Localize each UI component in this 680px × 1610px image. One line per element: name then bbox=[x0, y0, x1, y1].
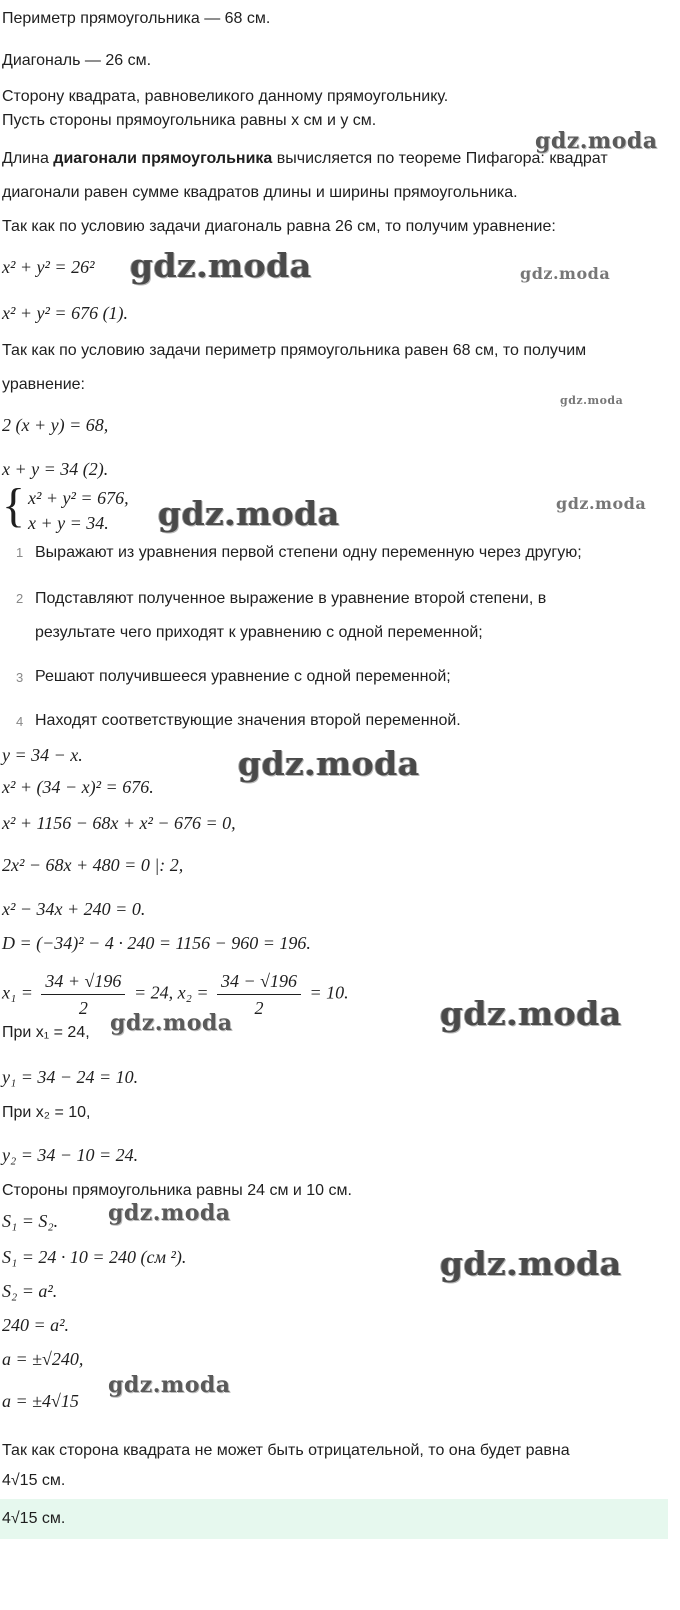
step-text: Выражают из уравнения первой степени одну переменную через другую; bbox=[35, 544, 582, 561]
pythagoras-line-1: Длина диагонали прямоугольника вычисляется по теореме Пифагора: квадрат bbox=[2, 150, 608, 167]
step-text: Подставляют полученное выражение в уравнение второй степени, в bbox=[35, 590, 547, 607]
watermark: gdz.moda bbox=[560, 394, 624, 407]
sides-result: Стороны прямоугольника равны 24 см и 10 см. bbox=[2, 1182, 352, 1199]
watermark: gdz.moda bbox=[110, 1010, 233, 1036]
step-number: 1 bbox=[16, 545, 24, 560]
side-root: a = ±√240, bbox=[2, 1349, 84, 1369]
step-text: Решают получившееся уравнение с одной переменной; bbox=[35, 668, 451, 685]
area-square: S₂ = a². bbox=[2, 1281, 58, 1301]
y1-value: y₁ = 34 − 24 = 10. bbox=[2, 1067, 139, 1087]
step-text: Находят соответствующие значения второй переменной. bbox=[35, 712, 461, 729]
watermark: gdz.moda bbox=[440, 994, 622, 1033]
system-brace-icon: { bbox=[2, 479, 26, 532]
step-number: 4 bbox=[16, 714, 24, 729]
conclusion-line-2: 4√15 см. bbox=[2, 1472, 66, 1489]
step-number: 3 bbox=[16, 670, 24, 685]
answer-text: 4√15 см. bbox=[2, 1510, 66, 1527]
answer-box bbox=[0, 1499, 668, 1539]
equation-perimeter: 2 (x + y) = 68, bbox=[2, 415, 109, 435]
diagonal-condition: Так как по условию задачи диагональ равна 26 см, то получим уравнение: bbox=[2, 218, 556, 235]
area-equality: S₁ = S₂. bbox=[2, 1211, 59, 1231]
watermark: gdz.moda bbox=[535, 128, 658, 154]
watermark: gdz.moda bbox=[130, 246, 312, 285]
step-number: 2 bbox=[16, 591, 24, 606]
system-row-2: x + y = 34. bbox=[28, 513, 109, 533]
watermark: gdz.moda bbox=[108, 1372, 231, 1398]
discriminant: D = (−34)² − 4 · 240 = 1156 − 960 = 196. bbox=[2, 933, 311, 953]
watermark: gdz.moda bbox=[238, 744, 420, 783]
watermark: gdz.moda bbox=[108, 1200, 231, 1226]
equation-2: x + y = 34 (2). bbox=[2, 459, 109, 479]
equation-simplified: 2x² − 68x + 480 = 0 |: 2, bbox=[2, 855, 184, 875]
y2-value: y₂ = 34 − 10 = 24. bbox=[2, 1145, 139, 1165]
equation-quadratic: x² − 34x + 240 = 0. bbox=[2, 899, 146, 919]
case-x1: При x₁ = 24, bbox=[2, 1024, 90, 1041]
area-equation: 240 = a². bbox=[2, 1315, 70, 1335]
equation-diagonal: x² + y² = 26² bbox=[2, 257, 95, 277]
watermark: gdz.moda bbox=[440, 1244, 622, 1283]
side-simplified: a = ±4√15 bbox=[2, 1391, 79, 1411]
equation-substituted: x² + (34 − x)² = 676. bbox=[2, 777, 154, 797]
equation-1: x² + y² = 676 (1). bbox=[2, 303, 129, 323]
roots-formula: x₁ = $\frac{34 + √196}{2}$ = 24, x₂ = $\frac{34 - √196}{2}$ = 10. bbox=[2, 971, 349, 1018]
given-diagonal: Диагональ — 26 см. bbox=[2, 52, 152, 69]
case-x2: При x₂ = 10, bbox=[2, 1104, 91, 1121]
step-text: результате чего приходят к уравнению с одной переменной; bbox=[35, 624, 483, 641]
substitution: y = 34 − x. bbox=[2, 745, 83, 765]
system-row-1: x² + y² = 676, bbox=[28, 488, 129, 508]
perimeter-condition-2: уравнение: bbox=[2, 376, 85, 393]
equation-expanded: x² + 1156 − 68x + x² − 676 = 0, bbox=[2, 813, 236, 833]
pythagoras-line-2: диагонали равен сумме квадратов длины и ширины прямоугольника. bbox=[2, 184, 518, 201]
conclusion-line-1: Так как сторона квадрата не может быть отрицательной, то она будет равна bbox=[2, 1442, 570, 1459]
watermark: gdz.moda bbox=[520, 264, 611, 283]
watermark: gdz.moda bbox=[556, 494, 647, 513]
perimeter-condition-1: Так как по условию задачи периметр прямоугольника равен 68 см, то получим bbox=[2, 342, 587, 359]
watermark: gdz.moda bbox=[158, 494, 340, 533]
area-rectangle: S₁ = 24 · 10 = 240 (см ²). bbox=[2, 1247, 187, 1267]
let-sides: Пусть стороны прямоугольника равны x см и y см. bbox=[2, 112, 377, 129]
find-text: Сторону квадрата, равновеликого данному прямоугольнику. bbox=[2, 88, 449, 105]
given-perimeter: Периметр прямоугольника — 68 см. bbox=[2, 10, 271, 27]
